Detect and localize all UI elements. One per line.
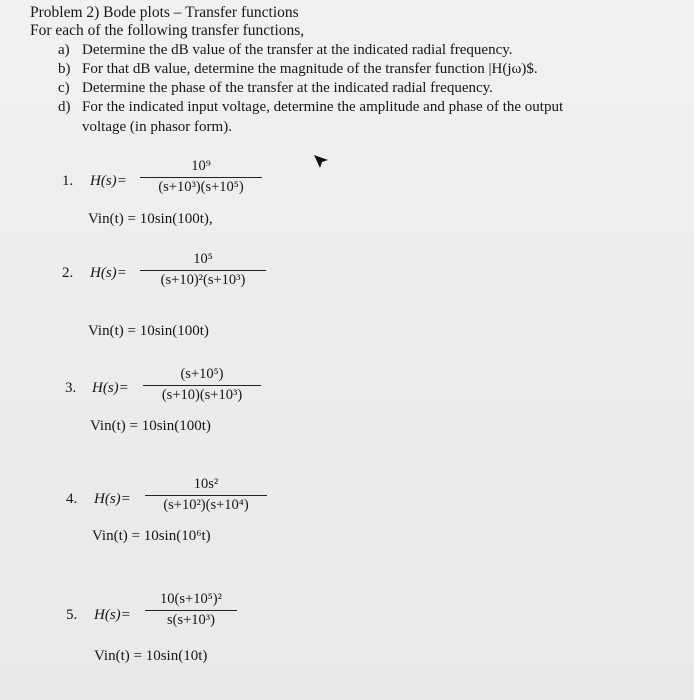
instruction-text: voltage (in phasor form).	[82, 119, 232, 135]
transfer-function-fraction	[143, 366, 261, 404]
transfer-function-fraction	[145, 591, 237, 629]
problem-number: 3.	[65, 380, 77, 396]
page-title: Problem 2) Bode plots – Transfer functions	[30, 4, 299, 21]
problem-number: 4.	[66, 491, 78, 507]
instruction-text: For that dB value, determine the magnitude of the transfer function |H(jω)$.	[82, 61, 538, 77]
page-subtitle: For each of the following transfer functions,	[30, 22, 305, 39]
instruction-label: d)	[58, 99, 71, 115]
transfer-function-lhs: H(s)=	[90, 173, 127, 189]
instruction-d	[58, 99, 563, 116]
instruction-d-continued	[58, 119, 232, 136]
transfer-function-fraction	[140, 251, 266, 289]
input-voltage: Vin(t) = 10sin(100t)	[88, 323, 209, 339]
numerator: 10(s+10⁵)²	[160, 591, 222, 607]
transfer-function-lhs: H(s)=	[92, 380, 129, 396]
denominator: s(s+10³)	[167, 612, 215, 628]
numerator: (s+10⁵)	[180, 366, 224, 382]
numerator: 10⁹	[191, 158, 211, 174]
denominator: (s+10³)(s+10⁵)	[158, 179, 244, 195]
denominator: (s+10²)(s+10⁴)	[163, 497, 249, 513]
transfer-function-fraction	[145, 476, 267, 514]
transfer-function-lhs: H(s)=	[90, 265, 127, 281]
transfer-function-lhs: H(s)=	[94, 491, 131, 507]
instruction-a	[58, 42, 513, 59]
input-voltage: Vin(t) = 10sin(100t),	[88, 211, 213, 227]
transfer-function-lhs: H(s)=	[94, 607, 131, 623]
instruction-label: b)	[58, 61, 71, 77]
mouse-cursor-icon	[311, 151, 331, 171]
instruction-label: a)	[58, 42, 70, 58]
problem-number: 2.	[62, 265, 74, 281]
numerator: 10⁵	[193, 251, 213, 267]
problem-number: 1.	[62, 173, 74, 189]
input-voltage: Vin(t) = 10sin(10⁶t)	[92, 528, 211, 544]
input-voltage: Vin(t) = 10sin(100t)	[90, 418, 211, 434]
numerator: 10s²	[193, 476, 219, 492]
problem-number: 5.	[66, 607, 78, 623]
denominator: (s+10)²(s+10³)	[160, 272, 246, 288]
instruction-text: For the indicated input voltage, determine the amplitude and phase of the output	[82, 99, 564, 115]
instruction-text: Determine the phase of the transfer at the indicated radial frequency.	[82, 80, 493, 96]
instruction-c	[58, 80, 493, 97]
instruction-text: Determine the dB value of the transfer at the indicated radial frequency.	[82, 42, 513, 58]
transfer-function-fraction	[140, 158, 262, 196]
instruction-b	[58, 61, 538, 78]
input-voltage: Vin(t) = 10sin(10t)	[94, 648, 208, 664]
denominator: (s+10)(s+10³)	[161, 387, 243, 403]
instruction-label: c)	[58, 80, 70, 96]
